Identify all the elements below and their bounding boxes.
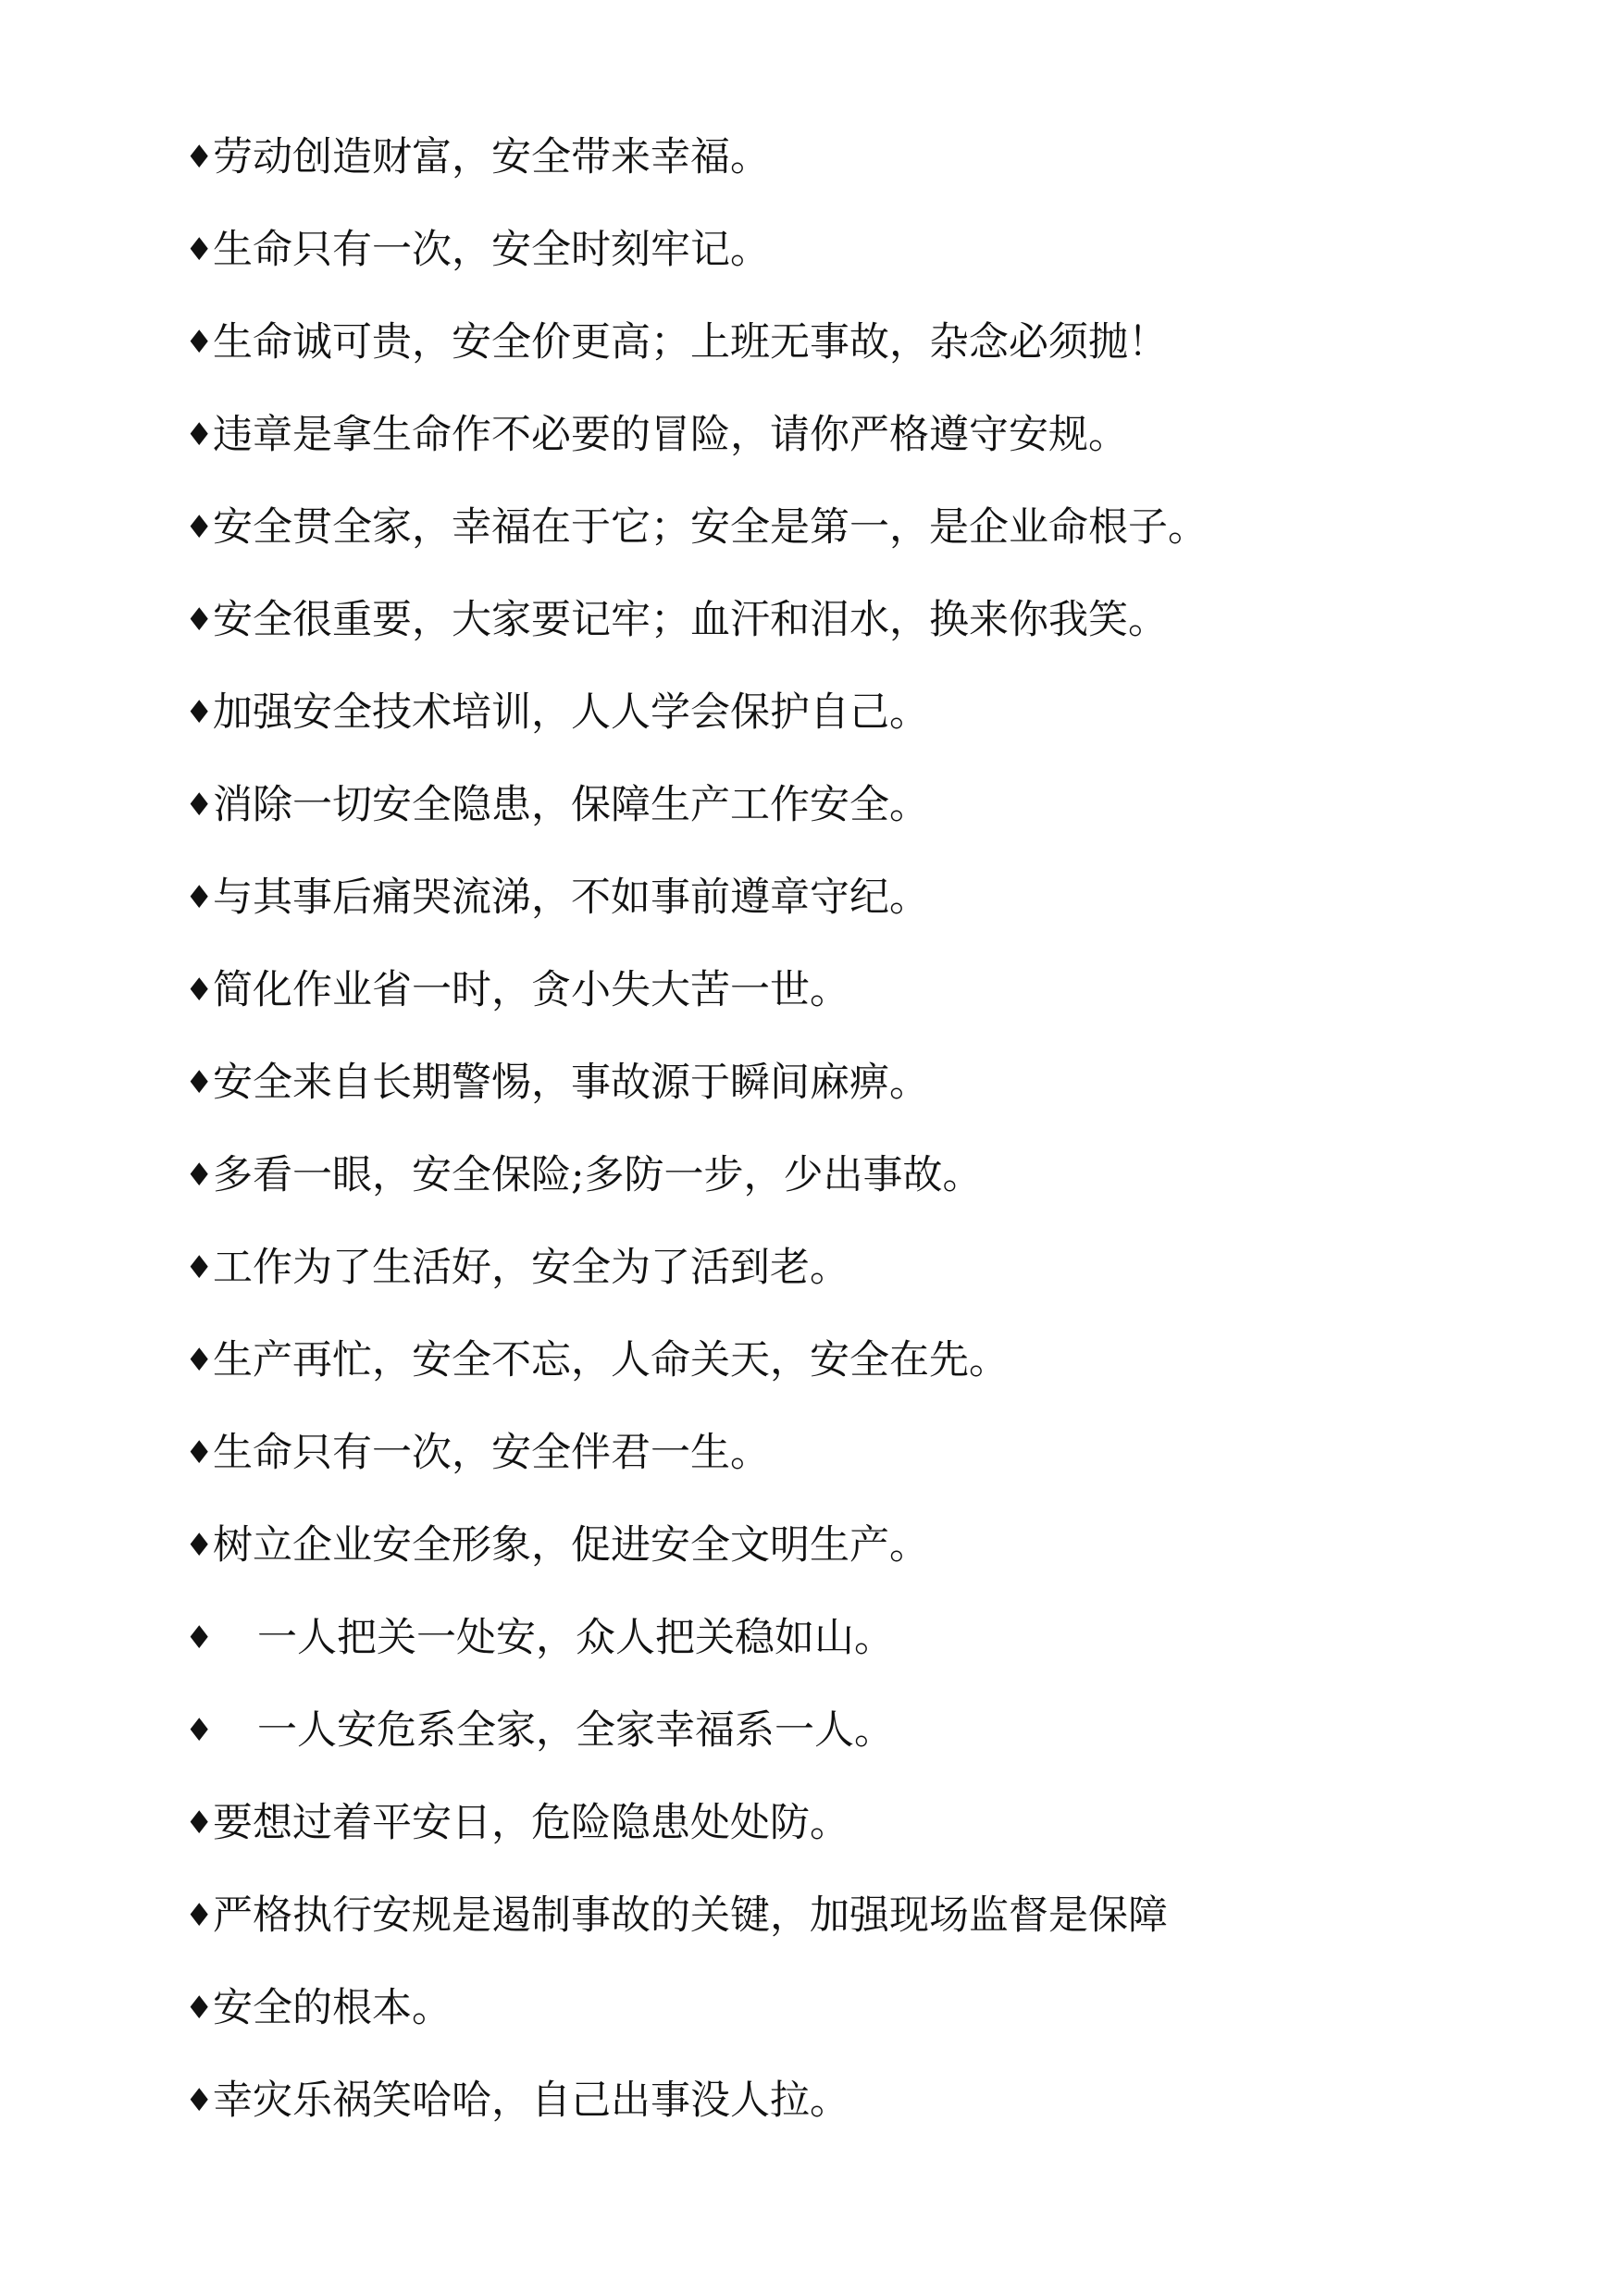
slogan-text: 加强安全技术培训，人人学会保护自己。 — [213, 689, 929, 736]
slogan-text: 一人安危系全家，全家幸福系一人。 — [257, 1707, 894, 1754]
slogan-text: 安全贯全家，幸福在于它；安全是第一，是企业命根子。 — [213, 504, 1208, 551]
slogan-text: 幸灾乐祸笑哈哈，自己出事没人拉。 — [213, 2078, 849, 2124]
slogan-text: 要想过着平安日，危险隐患处处防。 — [213, 1800, 849, 1846]
slogan-line — [185, 2073, 1481, 2165]
slogan-text: 生产再忙，安全不忘，人命关天，安全在先。 — [213, 1337, 1009, 1383]
slogan-text: 树立企业安全形象，促进安全文明生产。 — [213, 1522, 929, 1569]
diamond-bullet-icon: ♦ — [185, 879, 214, 916]
diamond-bullet-icon: ♦ — [185, 1249, 214, 1286]
diamond-bullet-icon: ♦ — [185, 2082, 214, 2119]
diamond-bullet-icon: ♦ — [185, 694, 214, 731]
slogan-line — [185, 130, 1481, 222]
slogan-line — [185, 1425, 1481, 1518]
slogan-line — [185, 1610, 1481, 1703]
slogan-text: 生命只有一次，安全时刻牢记。 — [213, 227, 770, 273]
slogan-text: 工作为了生活好，安全为了活到老。 — [213, 1245, 849, 1291]
diamond-bullet-icon: ♦ — [185, 1342, 214, 1379]
slogan-text: 安全的根本。 — [213, 1985, 452, 2031]
diamond-bullet-icon: ♦ — [185, 231, 214, 268]
diamond-bullet-icon: ♦ — [185, 787, 214, 824]
slogan-line — [185, 407, 1481, 500]
slogan-text: 一人把关一处安，众人把关稳如山。 — [257, 1615, 894, 1661]
diamond-bullet-icon: ♦ — [185, 1064, 214, 1101]
diamond-bullet-icon: ♦ — [185, 1157, 214, 1194]
slogan-line — [185, 592, 1481, 685]
slogan-line — [185, 1980, 1481, 2073]
diamond-bullet-icon: ♦ — [185, 1897, 214, 1934]
slogan-text: 多看一眼，安全保险;多防一步，少出事故。 — [213, 1152, 983, 1198]
diamond-bullet-icon: ♦ — [185, 1805, 214, 1842]
slogan-line — [185, 222, 1481, 315]
slogan-line — [185, 1795, 1481, 1888]
diamond-bullet-icon: ♦ — [185, 1619, 214, 1656]
slogan-text: 消除一切安全隐患，保障生产工作安全。 — [213, 782, 929, 828]
slogan-list — [185, 130, 1481, 2165]
slogan-line — [185, 685, 1481, 777]
slogan-line — [185, 870, 1481, 962]
slogan-line — [185, 1055, 1481, 1148]
slogan-line — [185, 1148, 1481, 1240]
diamond-bullet-icon: ♦ — [185, 139, 214, 176]
diamond-bullet-icon: ♦ — [185, 324, 214, 361]
slogan-line — [185, 1240, 1481, 1333]
slogan-text: 生命诚可贵，安全价更高；上班无事故，杂念必须抛！ — [213, 319, 1168, 366]
slogan-line — [185, 1888, 1481, 1980]
slogan-line — [185, 500, 1481, 592]
slogan-text: 严格执行安规是遏制事故的关键，加强现场监督是保障 — [213, 1892, 1168, 1939]
slogan-line — [185, 962, 1481, 1055]
diamond-bullet-icon: ♦ — [185, 509, 214, 546]
diamond-bullet-icon: ♦ — [185, 1434, 214, 1471]
diamond-bullet-icon: ♦ — [185, 602, 214, 639]
diamond-bullet-icon: ♦ — [185, 416, 214, 453]
slogan-text: 违章是拿生命作不必要的冒险，请你严格遵守安规。 — [213, 412, 1128, 458]
slogan-line — [185, 315, 1481, 407]
slogan-text: 与其事后痛哭流涕，不如事前遵章守纪。 — [213, 875, 929, 921]
slogan-text: 生命只有一次，安全伴君一生。 — [213, 1430, 770, 1476]
slogan-text: 安全很重要，大家要记牢；血汗和泪水，换来你我笑。 — [213, 597, 1168, 643]
diamond-bullet-icon: ♦ — [185, 1990, 214, 2027]
slogan-text: 简化作业省一时，贪小失大苦一世。 — [213, 967, 849, 1013]
slogan-line — [185, 777, 1481, 870]
slogan-line — [185, 1518, 1481, 1610]
diamond-bullet-icon: ♦ — [185, 1527, 214, 1564]
diamond-bullet-icon: ♦ — [185, 1712, 214, 1749]
slogan-line — [185, 1333, 1481, 1425]
diamond-bullet-icon: ♦ — [185, 972, 214, 1009]
slogan-text: 安全来自长期警惕，事故源于瞬间麻痹。 — [213, 1060, 929, 1106]
slogan-text: 劳动创造财富，安全带来幸福。 — [213, 134, 770, 180]
slogan-line — [185, 1703, 1481, 1795]
